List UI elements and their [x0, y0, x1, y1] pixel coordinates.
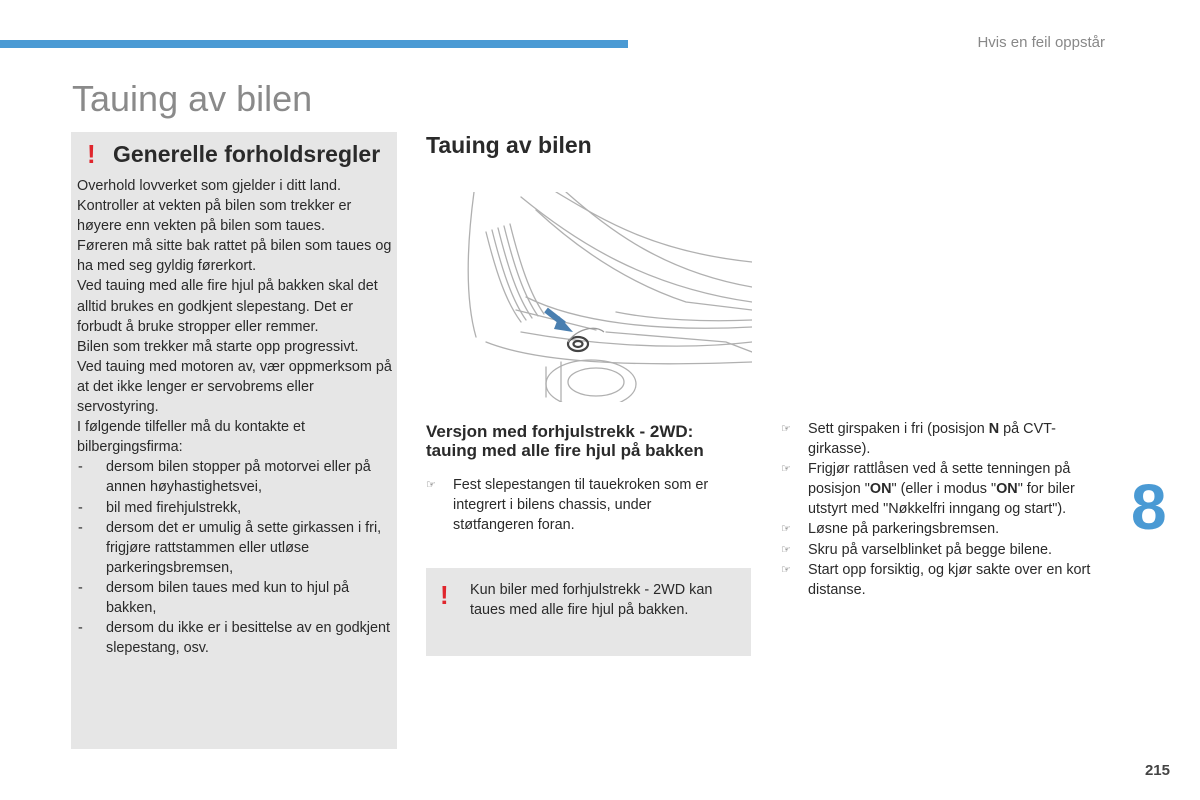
list-item: - dersom bilen taues med kun to hjul på bakken, — [77, 578, 393, 618]
subsection-title — [426, 422, 756, 460]
chapter-number: 8 — [1131, 471, 1167, 543]
caution-paragraph: Overhold lovverket som gjelder i ditt land. — [77, 178, 341, 194]
exclamation-icon: ! — [440, 580, 449, 610]
page-title: Tauing av bilen — [72, 78, 313, 119]
list-item: ☞ Skru på varselblinket på begge bilene. — [781, 540, 1091, 560]
caution-list — [77, 457, 393, 658]
caution-box — [71, 132, 397, 749]
step-text: " (eller i modus " — [891, 481, 997, 498]
page-number: 215 — [1144, 762, 1170, 779]
step-emphasis: ON — [869, 481, 892, 498]
caution-text — [77, 176, 393, 658]
list-item — [781, 419, 1091, 459]
section-title: Tauing av bilen — [426, 132, 592, 158]
caution-paragraph: I følgende tilfeller må du kontakte et bilbergingsfirma: — [77, 419, 305, 456]
list-item — [781, 459, 1091, 519]
caution-paragraph: Ved tauing med motoren av, vær oppmerksom på at det ikke lenger er servobrems eller servostyring. — [77, 358, 392, 416]
step-text: " for biler utstyrt med "Nøkkelfri inngang og start"). — [808, 481, 1075, 518]
caution-paragraph: Bilen som trekker må starte opp progressivt. — [77, 338, 359, 355]
caution-paragraph: Ved tauing med alle fire hjul på bakken skal det alltid brukes en godkjent slepestang. Det er forbudt å bruke stropper eller remmer. — [77, 278, 378, 335]
list-item: ☞ Løsne på parkeringsbremsen. — [781, 519, 1091, 539]
list-item: ☞ Fest slepestangen til tauekroken som er integrert i bilens chassis, under støtfangeren foran. — [426, 475, 726, 535]
step-text: Sett girspaken i fri (posisjon — [808, 421, 989, 437]
step-text: Frigjør rattlåsen ved å sette tenningen på posisjon " — [808, 461, 1071, 498]
step-emphasis: ON — [996, 481, 1018, 498]
list-item: - dersom bilen stopper på motorvei eller på annen høyhastighetsvei, — [77, 457, 393, 497]
subtitle-line: tauing med alle fire hjul på bakken — [426, 441, 704, 460]
caution-paragraph: Kontroller at vekten på bilen som trekker er høyere enn vekten på bilen som taues. — [77, 198, 352, 235]
caution-paragraph: Føreren må sitte bak rattet på bilen som taues og ha med seg gyldig førerkort. — [77, 238, 392, 275]
step-text: på CVT-girkasse). — [808, 421, 1056, 458]
note-text: Kun biler med forhjulstrekk - 2WD kan taues med alle fire hjul på bakken. — [470, 582, 713, 619]
header-accent-bar — [0, 40, 628, 48]
subtitle-line: Versjon med forhjulstrekk - 2WD: — [426, 422, 694, 441]
list-item: - dersom det er umulig å sette girkassen i fri, frigjøre rattstammen eller utløse parkeringsbremsen, — [77, 518, 393, 578]
list-item: - dersom du ikke er i besittelse av en godkjent slepestang, osv. — [77, 618, 393, 658]
step-emphasis: N — [988, 421, 1000, 437]
list-item: - bil med firehjulstrekk, — [77, 498, 393, 518]
caution-header — [87, 132, 397, 172]
exclamation-icon: ! — [87, 138, 96, 169]
caution-title: Generelle forholdsregler — [113, 140, 381, 167]
steps-list-left — [426, 475, 726, 535]
steps-list-right — [781, 419, 1091, 600]
section-header: Hvis en feil oppstår — [977, 34, 1105, 51]
note-box — [426, 568, 751, 656]
towing-eye-illustration — [426, 192, 752, 402]
list-item: ☞ Start opp forsiktig, og kjør sakte over en kort distanse. — [781, 560, 1091, 600]
